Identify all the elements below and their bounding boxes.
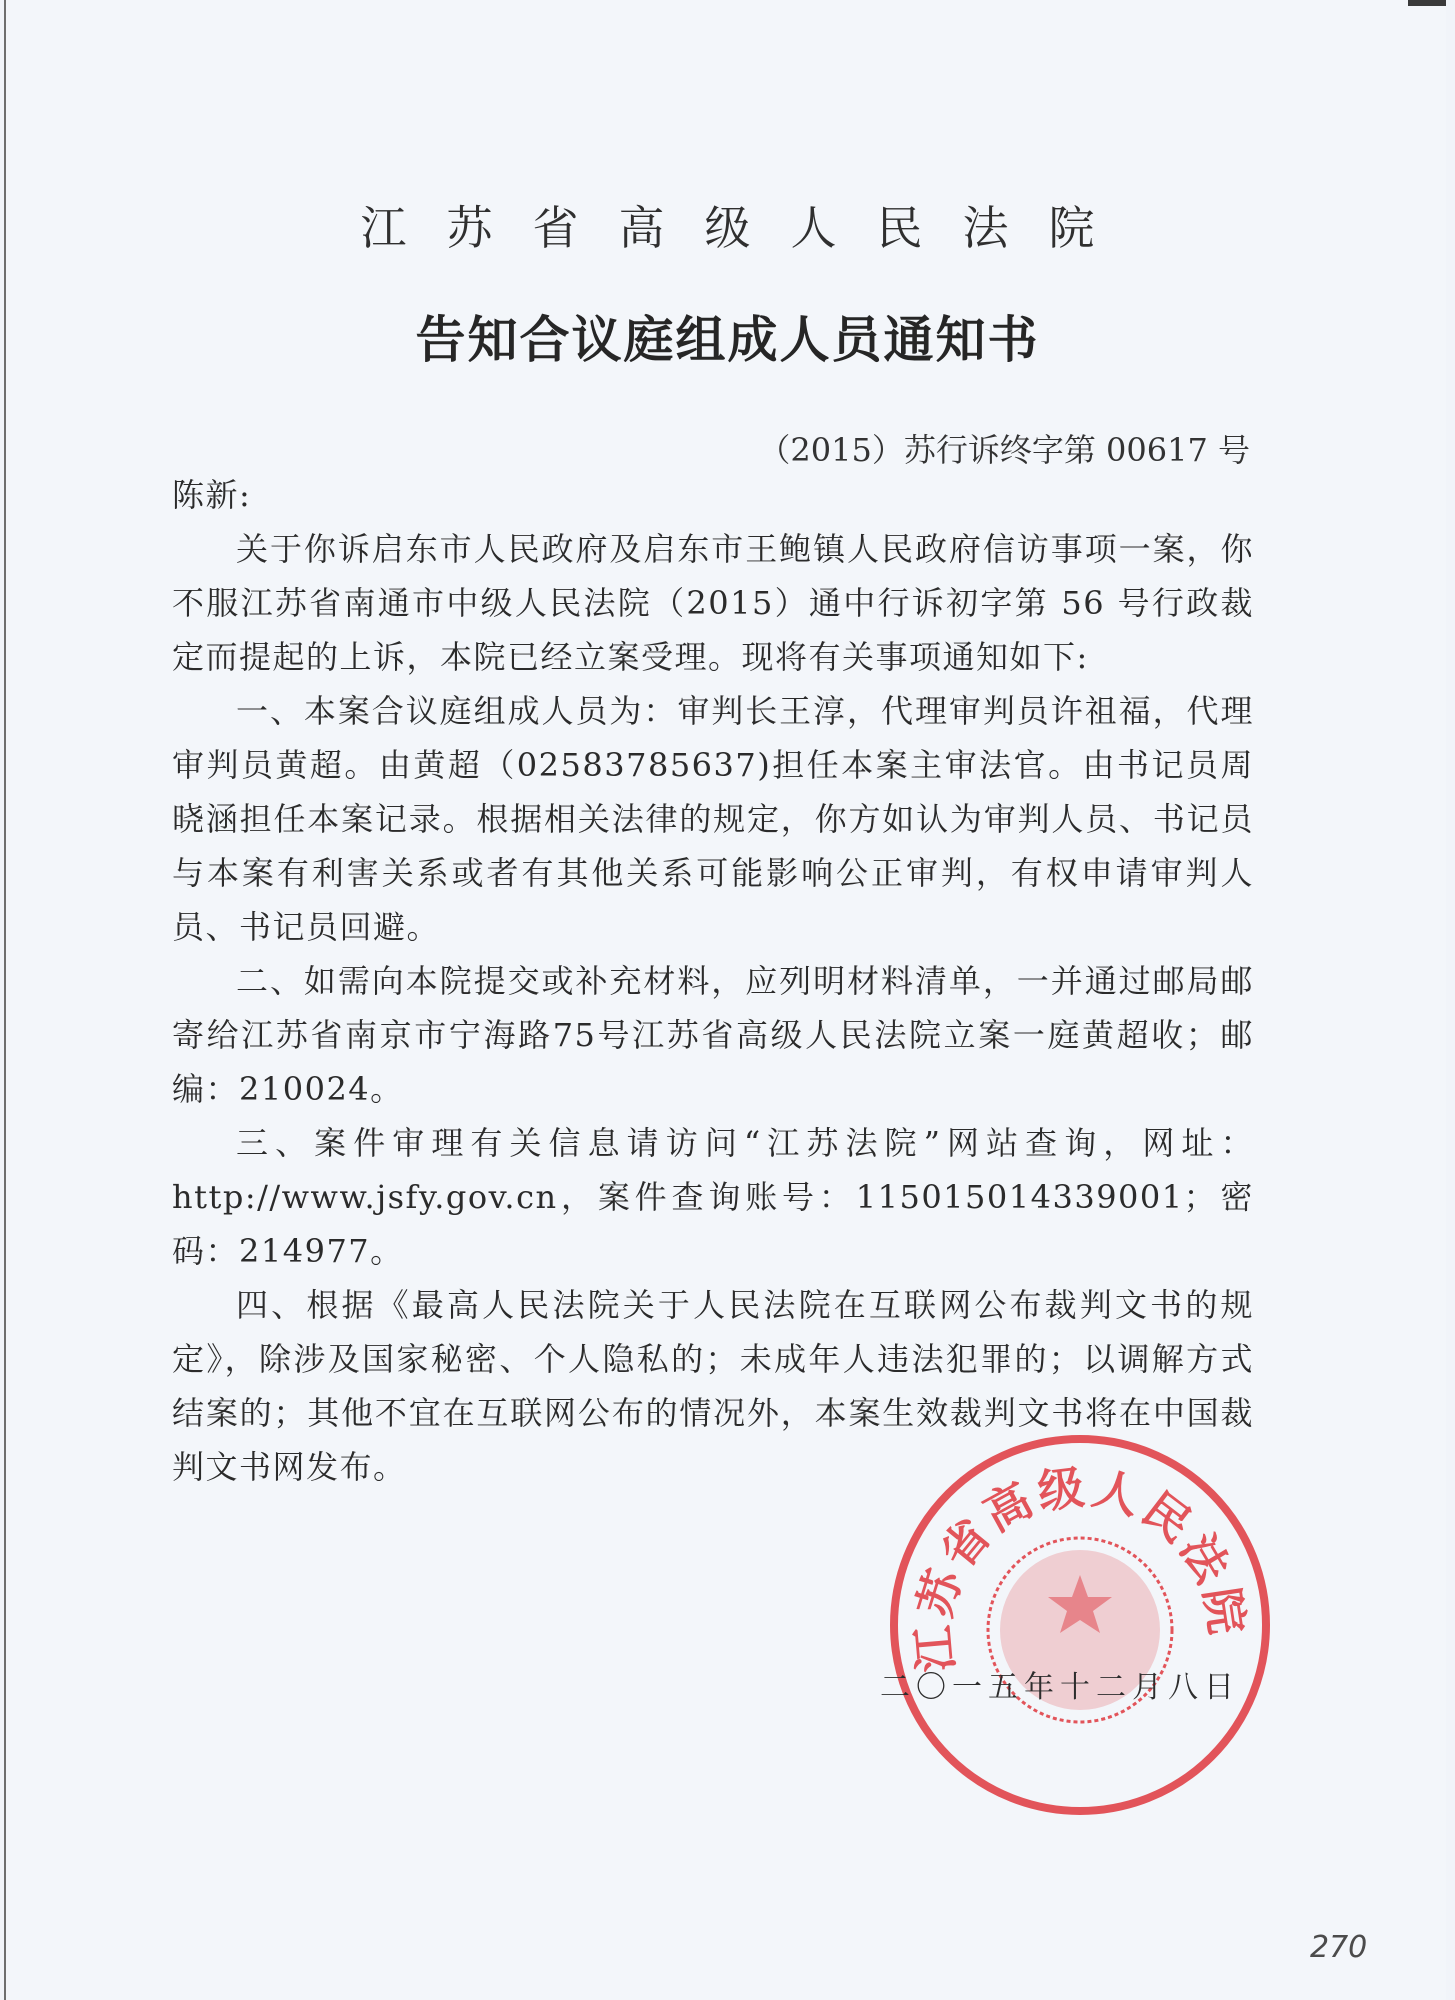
court-seal-stamp	[880, 1425, 1280, 1825]
case-number: （2015）苏行诉终字第 00617 号	[758, 431, 1250, 469]
document-title: 告知合议庭组成人员通知书	[415, 311, 1040, 369]
court-name: 江苏省高级人民法院	[360, 201, 1135, 255]
paragraph-intro: 关于你诉启东市人民政府及启东市王鲍镇人民政府信访事项一案，你不服江苏省南通市中级人民法院（2015）通中行诉初字第 56 号行政裁定而提起的上诉，本院已经立案受理。现将有关事项通知如下:	[172, 530, 1254, 676]
paragraph-4: 四、根据《最高人民法院关于人民法院在互联网公布裁判文书的规定》，除涉及国家秘密、个人隐私的；未成年人违法犯罪的；以调解方式结案的；其他不宜在互联网公布的情况外，本案生效裁判文书将在中国裁判文书网发布。	[172, 1286, 1254, 1486]
issue-date: 二〇一五年十二月八日	[880, 1670, 1240, 1705]
scan-edge	[1408, 0, 1446, 6]
handwritten-page-number: 270	[1310, 1930, 1368, 1965]
paragraph-3: 三、案件审理有关信息请访问“江苏法院”网站查询，网址：http://www.jsfy.gov.cn，案件查询账号：115015014339001；密码：214977。	[172, 1124, 1254, 1270]
addressee: 陈新:	[172, 476, 252, 514]
paragraph-1: 一、本案合议庭组成人员为：审判长王淳，代理审判员许祖福，代理审判员黄超。由黄超（02583785637)担任本案主审法官。由书记员周晓涵担任本案记录。根据相关法律的规定，你方如认为审判人员、书记员与本案有利害关系或者有其他关系可能影响公正审判，有权申请审判人员、书记员回避。	[172, 692, 1254, 946]
document-body	[172, 468, 1254, 1494]
paragraph-2: 二、如需向本院提交或补充材料，应列明材料清单，一并通过邮局邮寄给江苏省南京市宁海路75号江苏省高级人民法院立案一庭黄超收；邮编：210024。	[172, 962, 1254, 1108]
svg-text:江苏省高级人民法院: 江苏省高级人民法院	[905, 1459, 1255, 1675]
